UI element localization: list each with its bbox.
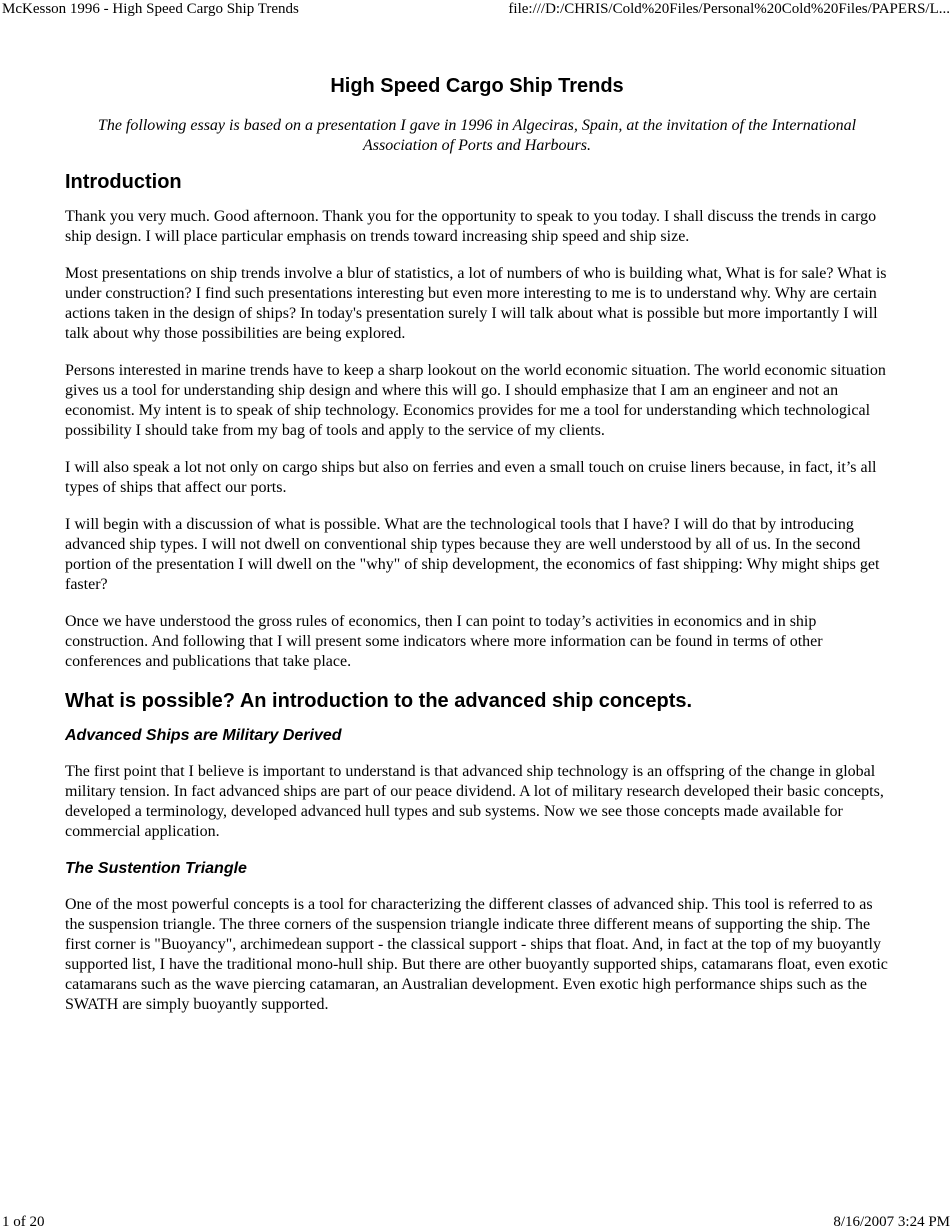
paragraph: Once we have understood the gross rules of economics, then I can point to today’s activities in economics and in ship construction. And following that I will present some indicators where more information can be found in terms of other conferences and publications that take place. (65, 613, 823, 670)
paragraph: One of the most powerful concepts is a tool for characterizing the different classes of advanced ship. This tool is referred to as the suspension triangle. The three corners of the suspension triangle indicate three different means of supporting the ship. The first corner is "Buoyancy", archimedean support - the classical support - ships that float. And, in fact at the top of my buoyantly supported list, I have the traditional mono-hull ship. But there are other buoyantly supported ships, catamarans float, even exotic catamarans such as the wave piercing catamaran, an Australian development. Even exotic high performance ships such as the SWATH are simply buoyantly supported. (65, 896, 888, 1013)
print-footer-page: 1 of 20 (2, 1214, 45, 1230)
paragraph: The first point that I believe is important to understand is that advanced ship technology is an offspring of the change in global military tension. In fact advanced ships are part of our peace dividend. A lot of military research developed their basic concepts, developed a terminology, developed advanced hull types and sub systems. Now we see those concepts made available for commercial application. (65, 763, 884, 840)
paragraph: Thank you very much. Good afternoon. Thank you for the opportunity to speak to you today. I shall discuss the trends in cargo ship design. I will place particular emphasis on trends toward increasing ship speed and ship size. (65, 208, 877, 245)
paragraph: I will begin with a discussion of what is possible. What are the technological tools that I have? I will do that by introducing advanced ship types. I will not dwell on conventional ship types because they are well understood by all of us. In the second portion of the presentation I will dwell on the "why" of ship development, the economics of fast shipping: Why might ships get faster? (65, 516, 880, 593)
paragraph: Most presentations on ship trends involve a blur of statistics, a lot of numbers of who is building what, What is for sale? What is under construction? I find such presentations interesting but even more interesting to me is to understand why. Why are certain actions taken in the design of ships? In today's presentation surely I will talk about what is possible but more importantly I will talk about why those possibilities are being explored. (65, 265, 887, 342)
document-body (65, 72, 889, 1032)
subheading-military-derived: Advanced Ships are Military Derived (65, 727, 342, 744)
paragraph: Persons interested in marine trends have to keep a sharp lookout on the world economic situation. The world economic situation gives us a tool for understanding ship design and where this will go. I should emphasize that I am an engineer and not an economist. My intent is to speak of ship technology. Economics provides for me a tool for understanding which technological possibility I should take from my bag of tools and apply to the service of my clients. (65, 362, 886, 439)
document-title: High Speed Cargo Ship Trends (330, 75, 624, 97)
section-heading-what-is-possible: What is possible? An introduction to the advanced ship concepts. (65, 690, 693, 712)
print-footer-datetime: 8/16/2007 3:24 PM (833, 1214, 950, 1230)
print-header-title: McKesson 1996 - High Speed Cargo Ship Trends (2, 1, 299, 17)
lead-paragraph: The following essay is based on a presentation I gave in 1996 in Algeciras, Spain, at the invitation of the International Association of Ports and Harbours. (97, 117, 857, 154)
subheading-sustention-triangle: The Sustention Triangle (65, 860, 247, 877)
print-header-url: file:///D:/CHRIS/Cold%20Files/Personal%20Cold%20Files/PAPERS/L... (508, 1, 950, 17)
section-heading-introduction: Introduction (65, 171, 182, 193)
paragraph: I will also speak a lot not only on cargo ships but also on ferries and even a small touch on cruise liners because, in fact, it’s all types of ships that affect our ports. (65, 459, 877, 496)
